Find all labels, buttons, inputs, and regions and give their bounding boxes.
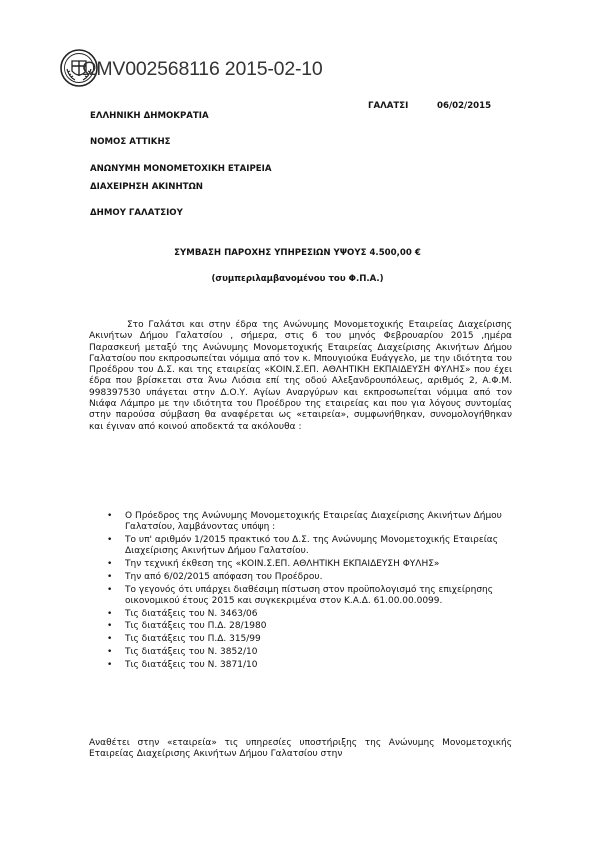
list-item-text: Την από 6/02/2015 απόφαση του Προέδρου. bbox=[125, 571, 323, 582]
list-item bbox=[107, 535, 507, 557]
list-item bbox=[107, 609, 507, 620]
contract-title: ΣΥΜΒΑΣΗ ΠΑΡΟΧΗΣ ΥΠΗΡΕΣΙΩΝ ΥΨΟΥΣ 4.500,00 € bbox=[174, 248, 421, 258]
bullet-icon: • bbox=[107, 634, 113, 645]
intro-paragraph bbox=[89, 320, 512, 433]
list-item bbox=[107, 511, 507, 533]
intro-paragraph-text: Στο Γαλάτσι και στην έδρα της Ανώνυμης Μονομετοχικής Εταιρείας Διαχείρισης Ακινήτων Δήμου Γαλατσίου , σήμερα, στις 6 του μηνός Φεβρουαρίου 2015 ,ημέρα Παρασκευή μεταξύ της Ανώνυμης Μονομετοχικής Εταιρείας Διαχείρισης Ακινήτων Δήμου Γαλατσίου που εκπροσωπείται νόμιμα από τον κ. Μπουγιούκα Ευάγγελο, με την ιδιότητα του Προέδρου του Δ.Σ. και της εταιρείας «ΚΟΙΝ.Σ.ΕΠ. ΑΘΛΗΤΙΚΗ ΕΚΠΑΙΔΕΥΣΗ ΦΥΛΗΣ» που έχει έδρα που βρίσκεται στα Άνω Λιόσια επί της οδού Αλεξανδρουπόλεως, αριθμός 2, Α.Φ.Μ. 998397530 υπάγεται στην Δ.Ο.Υ. Αγίων Αναργύρων και εκπροσωπείται νόμιμα από τον Νιάφα Λάμπρο με την ιδιότητα του Προέδρου της εταιρείας και που για λόγους συντομίας στην παρούσα σύμβαση θα αναφέρεται ως «εταιρεία», συμφωνήθηκαν, συνομολογήθηκαν και έγιναν από κοινού αποδεκτά τα ακόλουθα : bbox=[89, 320, 512, 432]
contract-subtitle: (συμπεριλαμβανομένου του Φ.Π.Α.) bbox=[211, 274, 384, 284]
bullet-icon: • bbox=[107, 621, 113, 632]
date-label: 06/02/2015 bbox=[437, 101, 492, 111]
list-item-text: Τις διατάξεις του Π.Δ. 28/1980 bbox=[125, 621, 267, 632]
considerations-list bbox=[107, 511, 507, 673]
list-item bbox=[107, 621, 507, 632]
bullet-icon: • bbox=[107, 608, 113, 619]
list-item bbox=[107, 660, 507, 671]
list-item-text: Τις διατάξεις του Ν. 3463/06 bbox=[125, 608, 258, 619]
list-item-text: Τις διατάξεις του Ν. 3852/10 bbox=[125, 646, 258, 657]
list-item-text: Τις διατάξεις του Π.Δ. 315/99 bbox=[125, 634, 261, 645]
list-item bbox=[107, 647, 507, 658]
document-id-stamp: ΩΜV002568116 2015-02-10 bbox=[82, 58, 323, 80]
list-item-text: Το γεγονός ότι υπάρχει διαθέσιμη πίστωση στον προϋπολογισμό της επιχείρησης οικονομικού έτους 2015 και συγκεκριμένα στον Κ.Α.Δ. 61.00.00.0099. bbox=[125, 584, 494, 606]
list-item-text: Τις διατάξεις του Ν. 3871/10 bbox=[125, 659, 258, 670]
list-item-text: Την τεχνική έκθεση της «ΚΟΙΝ.Σ.ΕΠ. ΑΘΛΗΤΙΚΗ ΕΚΠΑΙΔΕΥΣΗ ΦΥΛΗΣ» bbox=[125, 559, 440, 569]
header-municipality: ΔΗΜΟΥ ΓΑΛΑΤΣΙΟΥ bbox=[90, 208, 183, 218]
bullet-icon: • bbox=[107, 559, 113, 569]
header-prefecture: ΝΟΜΟΣ ΑΤΤΙΚΗΣ bbox=[90, 137, 171, 147]
closing-paragraph: Αναθέτει στην «εταιρεία» τις υπηρεσίες υποστήριξης της Ανώνυμης Μονομετοχικής Εταιρείας Διαχείρισης Ακινήτων Δήμου Γαλατσίου στην bbox=[89, 738, 512, 760]
bullet-icon: • bbox=[107, 511, 113, 521]
header-republic: ΕΛΛΗΝΙΚΗ ΔΗΜΟΚΡΑΤΙΑ bbox=[90, 111, 209, 121]
list-item bbox=[107, 585, 507, 607]
header-property-management: ΔΙΑΧΕΙΡΗΣΗ ΑΚΙΝΗΤΩΝ bbox=[90, 182, 203, 192]
bullet-icon: • bbox=[107, 535, 113, 545]
list-item bbox=[107, 634, 507, 645]
bullet-icon: • bbox=[107, 584, 113, 595]
list-item bbox=[107, 559, 507, 570]
header-company: ΑΝΩΝΥΜΗ ΜΟΝΟΜΕΤΟΧΙΚΗ ΕΤΑΙΡΕΙΑ bbox=[90, 164, 272, 174]
place-label: ΓΑΛΑΤΣΙ bbox=[368, 101, 409, 111]
list-item-text: Ο Πρόεδρος της Ανώνυμης Μονομετοχικής Εταιρείας Διαχείρισης Ακινήτων Δήμου Γαλατσίου, λαμβάνοντας υπόψη : bbox=[125, 511, 502, 533]
bullet-icon: • bbox=[107, 659, 113, 670]
list-item-text: Το υπ' αριθμόν 1/2015 πρακτικό του Δ.Σ. της Ανώνυμης Μονομετοχικής Εταιρείας Διαχείρισης Ακινήτων Δήμου Γαλατσίου. bbox=[125, 535, 499, 557]
bullet-icon: • bbox=[107, 646, 113, 657]
bullet-icon: • bbox=[107, 571, 113, 582]
list-item bbox=[107, 572, 507, 583]
